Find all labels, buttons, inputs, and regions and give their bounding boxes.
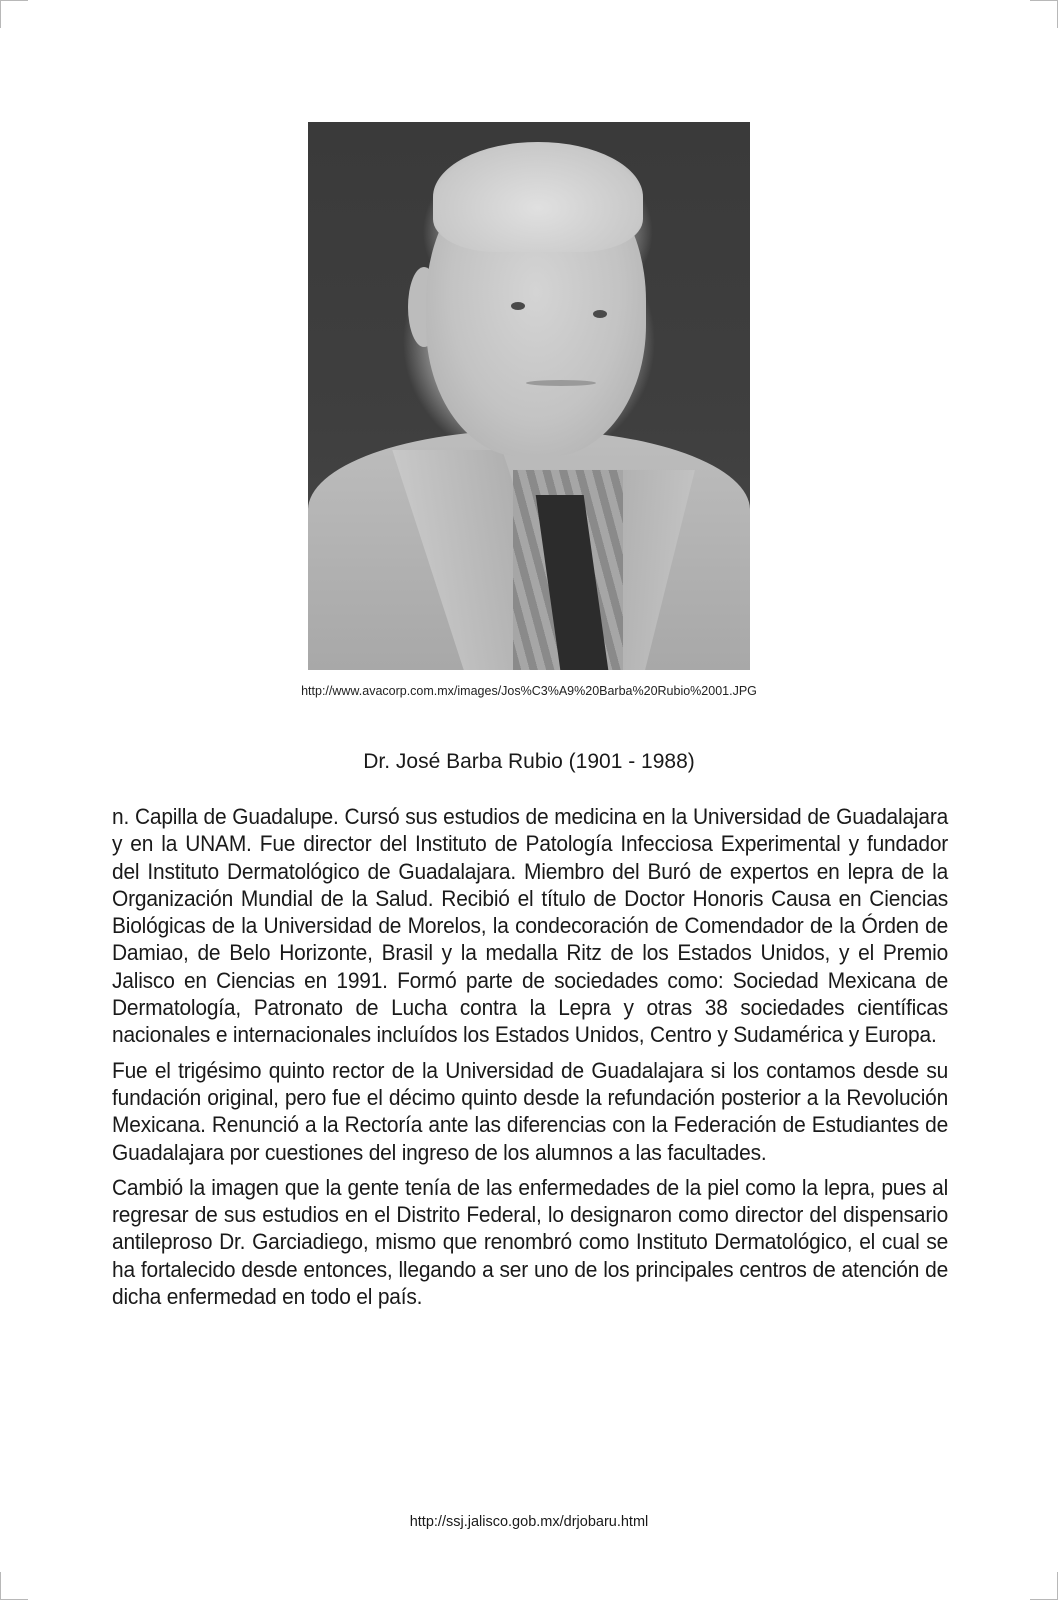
biography-paragraph: n. Capilla de Guadalupe. Cursó sus estudios de medicina en la Universidad de Guadalajara y en la UNAM. Fue director del Instituto de Patología Infecciosa Experimental y fundador del Instituto Dermatológico de Guadalajara. Miembro del Buró de expertos en lepra de la Organización Mundial de la Salud. Recibió el título de Doctor Honoris Causa en Ciencias Biológicas de la Universidad de Morelos, la condecoración de Comendador de la Órden de Damiao, de Belo Horizonte, Brasil y la medalla Ritz de los Estados Unidos, y el Premio Jalisco en Ciencias en 1991. Formó parte de sociedades como: Sociedad Mexicana de Dermatología, Patronato de Lucha contra la Lepra y otras 38 sociedades científicas nacionales e internacionales incluídos los Estados Unidos, Centro y Sudamérica y Europa. [112,804,949,1048]
page-title: Dr. José Barba Rubio (1901 - 1988) [363,750,695,773]
biography-paragraph: Cambió la imagen que la gente tenía de las enfermedades de la piel como la lepra, pues al regresar de sus estudios en el Distrito Federal, lo designaron como director del dispensario antileproso Dr. Garciadiego, mismo que renombró como Instituto Dermatológico, el cual se ha fortalecido desde entonces, llegando a ser uno de los principales centros de atención de dicha enfermedad en todo el país. [112,1174,949,1310]
biography-body [112,803,948,1318]
crop-mark-top-right-h [1030,0,1058,1]
biography-paragraph: Fue el trigésimo quinto rector de la Universidad de Guadalajara si los contamos desde su fundación original, pero fue el décimo quinto desde la refundación posterior a la Revolución Mexicana. Renunció a la Rectoría ante las diferencias con la Federación de Estudiantes de Guadalajara por cuestiones del ingreso de los alumnos a las facultades. [112,1057,949,1165]
photo-hair [433,142,643,252]
portrait-photo [308,122,750,670]
photo-credit-url: http://www.avacorp.com.mx/images/Jos%C3%A9%20Barba%20Rubio%2001.JPG [301,684,757,698]
source-url: http://ssj.jalisco.gob.mx/drjobaru.html [409,1514,649,1530]
photo-eye-left [511,302,525,310]
photo-eye-right [593,310,607,318]
crop-mark-bottom-left-v [0,1572,1,1600]
crop-mark-top-left-h [0,0,28,1]
photo-mouth [526,380,596,386]
crop-mark-top-left-v [0,0,1,28]
